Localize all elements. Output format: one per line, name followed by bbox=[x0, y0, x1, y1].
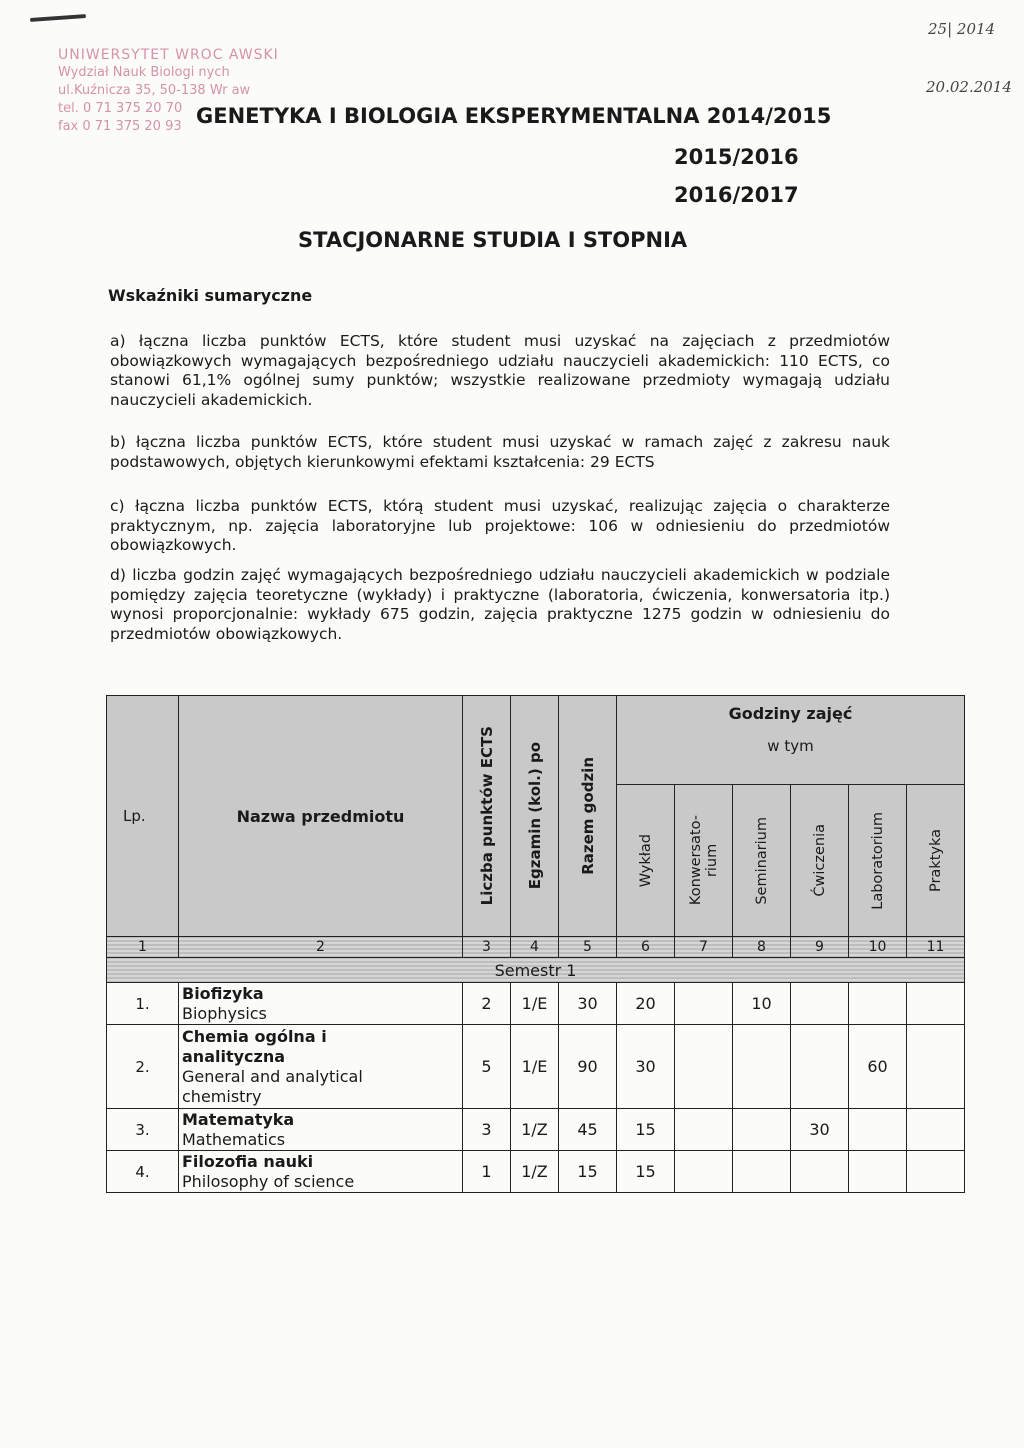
row-number: 3. bbox=[107, 1109, 179, 1151]
conversatory-header-label: Konwersato- bbox=[687, 815, 704, 906]
column-number: 7 bbox=[675, 937, 733, 958]
lecture-cell: 30 bbox=[617, 1025, 675, 1109]
total-hours-cell: 90 bbox=[559, 1025, 617, 1109]
practice-header-label: Praktyka bbox=[927, 828, 944, 893]
stamp-line: Wydział Nauk Biologi nych bbox=[58, 65, 230, 80]
summary-paragraph-c: c) łączna liczba punktów ECTS, którą student musi uzyskać, realizując zajęcia o charakterze praktycznym, np. zajęcia laboratoryjne lub projektowe: 106 w odniesieniu do przedmiotów obowiązkowych. bbox=[110, 497, 890, 554]
program-title: GENETYKA I BIOLOGIA EKSPERYMENTALNA 2014/2015 bbox=[196, 104, 832, 128]
subject-name-en: Mathematics bbox=[182, 1129, 286, 1149]
conversatory-header bbox=[675, 785, 733, 937]
lecture-cell: 15 bbox=[617, 1109, 675, 1151]
ects-cell: 2 bbox=[463, 983, 511, 1025]
column-number: 8 bbox=[733, 937, 791, 958]
row-number: 4. bbox=[107, 1151, 179, 1193]
column-number-row bbox=[107, 937, 965, 958]
practice-cell bbox=[907, 1109, 965, 1151]
subject-name-en: Biophysics bbox=[182, 1003, 267, 1023]
pen-mark bbox=[30, 14, 86, 22]
conversatory-cell bbox=[675, 983, 733, 1025]
practice-cell bbox=[907, 1025, 965, 1109]
exam-cell: 1/E bbox=[511, 983, 559, 1025]
conversatory-header-label-cont: rium bbox=[703, 843, 720, 878]
exam-cell: 1/E bbox=[511, 1025, 559, 1109]
lecture-cell: 15 bbox=[617, 1151, 675, 1193]
total-hours-cell: 45 bbox=[559, 1109, 617, 1151]
column-number: 6 bbox=[617, 937, 675, 958]
seminar-header-label: Seminarium bbox=[753, 816, 770, 905]
handwritten-note: 25| 2014 bbox=[928, 20, 996, 38]
total-hours-cell: 15 bbox=[559, 1151, 617, 1193]
section-heading: Wskaźniki sumaryczne bbox=[108, 286, 313, 305]
practice-cell bbox=[907, 1151, 965, 1193]
stamp-line: UNIWERSYTET WROC AWSKI bbox=[58, 47, 279, 63]
table-row bbox=[107, 983, 965, 1025]
seminar-cell bbox=[733, 1109, 791, 1151]
subject-cell bbox=[179, 1151, 463, 1193]
exam-header bbox=[511, 696, 559, 937]
exercises-header-label: Ćwiczenia bbox=[811, 824, 828, 897]
ects-header-label: Liczba punktów ECTS bbox=[477, 726, 496, 906]
exercises-cell: 30 bbox=[791, 1109, 849, 1151]
column-number: 4 bbox=[511, 937, 559, 958]
exercises-cell bbox=[791, 1151, 849, 1193]
table-row bbox=[107, 1151, 965, 1193]
subject-name-pl: Biofizyka bbox=[182, 983, 264, 1003]
column-number: 9 bbox=[791, 937, 849, 958]
subject-cell bbox=[179, 983, 463, 1025]
subject-name-pl: Filozofia nauki bbox=[182, 1151, 314, 1171]
seminar-header bbox=[733, 785, 791, 937]
seminar-cell bbox=[733, 1025, 791, 1109]
program-year: 2016/2017 bbox=[674, 183, 799, 207]
conversatory-cell bbox=[675, 1025, 733, 1109]
lp-header: Lp. bbox=[107, 696, 179, 937]
hours-header-label: Godziny zajęć bbox=[728, 704, 853, 723]
seminar-cell: 10 bbox=[733, 983, 791, 1025]
stamp-line: tel. 0 71 375 20 70 bbox=[58, 101, 183, 116]
total-hours-header bbox=[559, 696, 617, 937]
exercises-cell bbox=[791, 983, 849, 1025]
laboratory-cell: 60 bbox=[849, 1025, 907, 1109]
ects-cell: 5 bbox=[463, 1025, 511, 1109]
laboratory-header bbox=[849, 785, 907, 937]
laboratory-cell bbox=[849, 983, 907, 1025]
lecture-header bbox=[617, 785, 675, 937]
column-number: 2 bbox=[179, 937, 463, 958]
seminar-cell bbox=[733, 1151, 791, 1193]
summary-paragraph-d: d) liczba godzin zajęć wymagających bezpośredniego udziału nauczycieli akademickich w podziale pomiędzy zajęcia teoretyczne (wykłady) i praktyczne (laboratoria, ćwiczenia, konwersatoria itp.) wynosi proporcjonalnie: wykłady 675 godzin, zajęcia praktyczne 1275 godzin w odniesieniu do przedmiotów obowiązkowych. bbox=[110, 566, 890, 643]
exam-header-label: Egzamin (kol.) po bbox=[525, 742, 544, 890]
header-row bbox=[107, 696, 965, 785]
summary-paragraph-a: a) łączna liczba punktów ECTS, które student musi uzyskać na zajęciach z przedmiotów obowiązkowych wymagających bezpośredniego udziału nauczycieli akademickich: 110 ECTS, co stanowi 61,1% ogólnej sumy punktów; wszystkie realizowane przedmioty wymagają udziału nauczycieli akademickich. bbox=[110, 332, 890, 409]
column-number: 10 bbox=[849, 937, 907, 958]
column-number: 1 bbox=[107, 937, 179, 958]
handwritten-date: 20.02.2014 bbox=[926, 78, 1012, 96]
study-type-title: STACJONARNE STUDIA I STOPNIA bbox=[298, 228, 688, 252]
summary-paragraph-b: b) łączna liczba punktów ECTS, które student musi uzyskać w ramach zajęć z zakresu nauk podstawowych, objętych kierunkowymi efektami kształcenia: 29 ECTS bbox=[110, 433, 890, 471]
practice-cell bbox=[907, 983, 965, 1025]
semester-label: Semestr 1 bbox=[107, 958, 965, 983]
subject-cell bbox=[179, 1109, 463, 1151]
column-number: 3 bbox=[463, 937, 511, 958]
row-number: 2. bbox=[107, 1025, 179, 1109]
column-number: 5 bbox=[559, 937, 617, 958]
stamp-line: ul.Kuźnicza 35, 50-138 Wr aw bbox=[58, 83, 251, 98]
table-row bbox=[107, 1109, 965, 1151]
semester-row bbox=[107, 958, 965, 983]
row-number: 1. bbox=[107, 983, 179, 1025]
total-hours-header-label: Razem godzin bbox=[578, 757, 597, 875]
lecture-header-label: Wykład bbox=[637, 833, 654, 888]
total-hours-cell: 30 bbox=[559, 983, 617, 1025]
ects-cell: 3 bbox=[463, 1109, 511, 1151]
subject-name-en: Philosophy of science bbox=[182, 1171, 355, 1191]
laboratory-cell bbox=[849, 1151, 907, 1193]
exercises-header bbox=[791, 785, 849, 937]
subject-name-en: General and analytical chemistry bbox=[182, 1066, 363, 1106]
subject-name-pl: Matematyka bbox=[182, 1109, 295, 1129]
subject-cell bbox=[179, 1025, 463, 1109]
laboratory-cell bbox=[849, 1109, 907, 1151]
laboratory-header-label: Laboratorium bbox=[869, 811, 886, 910]
lecture-cell: 20 bbox=[617, 983, 675, 1025]
practice-header bbox=[907, 785, 965, 937]
ects-cell: 1 bbox=[463, 1151, 511, 1193]
table-row bbox=[107, 1025, 965, 1109]
column-number: 11 bbox=[907, 937, 965, 958]
conversatory-cell bbox=[675, 1151, 733, 1193]
conversatory-cell bbox=[675, 1109, 733, 1151]
exam-cell: 1/Z bbox=[511, 1109, 559, 1151]
exam-cell: 1/Z bbox=[511, 1151, 559, 1193]
stamp-line: fax 0 71 375 20 93 bbox=[58, 119, 182, 134]
subject-name-header: Nazwa przedmiotu bbox=[179, 696, 463, 937]
in-type-label: w tym bbox=[767, 737, 814, 755]
program-year: 2015/2016 bbox=[674, 145, 799, 169]
subjects-table bbox=[106, 695, 965, 1193]
hours-group-header bbox=[617, 696, 965, 785]
ects-header bbox=[463, 696, 511, 937]
exercises-cell bbox=[791, 1025, 849, 1109]
subject-name-pl: Chemia ogólna i analityczna bbox=[182, 1026, 327, 1066]
